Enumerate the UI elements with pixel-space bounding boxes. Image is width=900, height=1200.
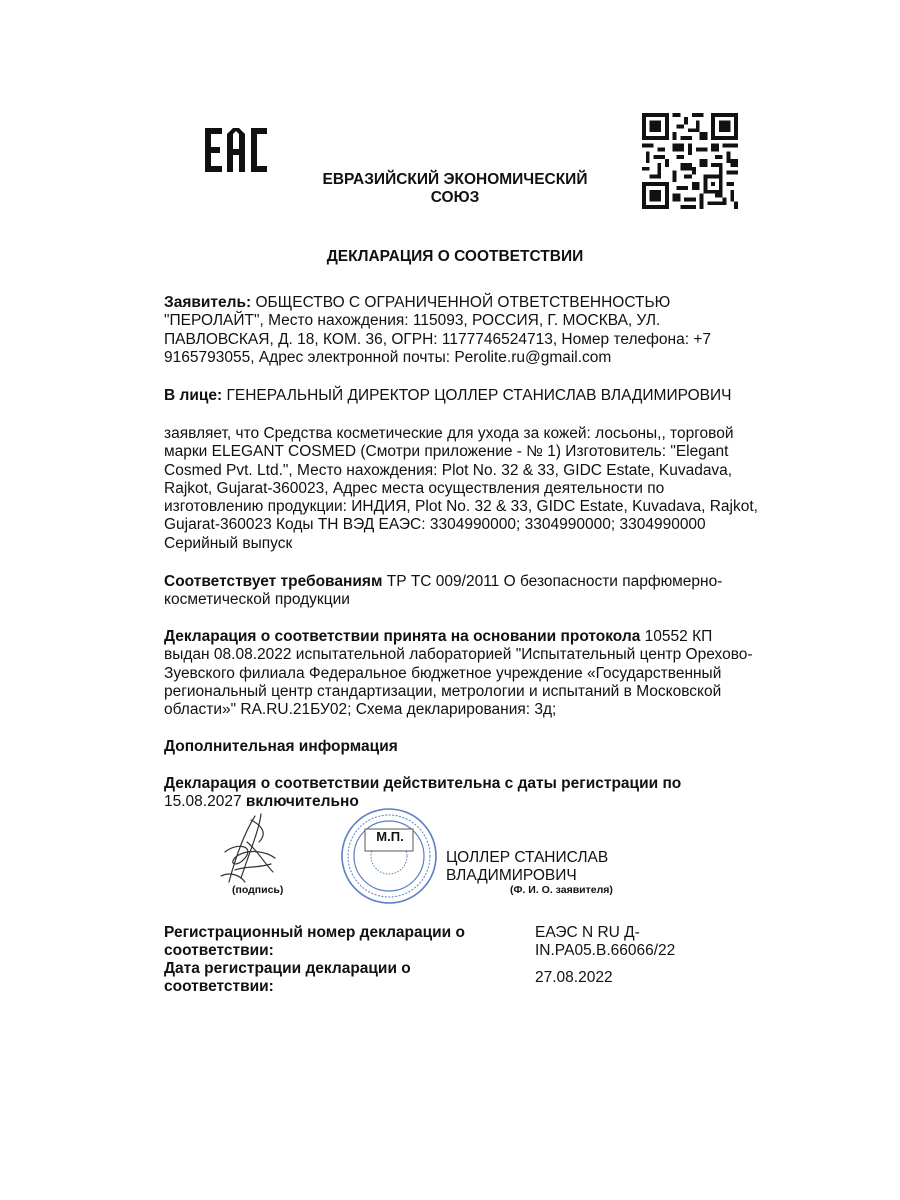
validity-suffix: включительно (241, 793, 359, 811)
person-text: ГЕНЕРАЛЬНЫЙ ДИРЕКТОР ЦОЛЛЕР СТАНИСЛАВ ВЛАДИМИРОВИЧ (222, 387, 732, 404)
applicant-text: ОБЩЕСТВО С ОГРАНИЧЕННОЙ ОТВЕТСТВЕННОСТЬЮ "ПЕРОЛАЙТ", Место нахождения: 115093, РОССИЯ, Г. МОСКВА, УЛ. ПАВЛОВСКАЯ, Д. 18, КОМ. 36, ОГРН: 1177746524713, Номер телефона: +7 9165793055, Адрес электронной почты: Perolite.ru@gmail.com (164, 294, 711, 366)
protocol-text: 10552 КП выдан 08.08.2022 испытательной лабораторией "Испытательный центр Орехово- Зуевского филиала Федеральное бюджетное учреждение «Государственный региональный центр стандартизации, метрологии и испытаний в Московской области»" RA.RU.21БУ02; Схема декларирования: 3д; (164, 628, 753, 719)
requirements-label: Соответствует требованиям (164, 573, 383, 590)
qr-code-icon (642, 113, 738, 209)
applicant-name-label: (Ф. И. О. заявителя) (510, 884, 613, 896)
registration-date-label: Дата регистрации декларации о соответствии: (164, 960, 411, 996)
stamp-label: М.П. (376, 829, 404, 844)
validity-date: 15.08.2027 (164, 793, 242, 811)
person-label: В лице: (164, 387, 223, 404)
registration-date-value: 27.08.2022 (535, 969, 613, 986)
additional-info-heading: Дополнительная информация (164, 738, 398, 755)
protocol-section (164, 628, 764, 719)
stamp-seal (340, 807, 438, 905)
validity-text: Декларация о соответствии действительна с даты регистрации по (164, 775, 682, 792)
applicant-section (164, 294, 764, 367)
person-section (164, 387, 764, 405)
applicant-name: ЦОЛЛЕР СТАНИСЛАВ ВЛАДИМИРОВИЧ (446, 849, 609, 884)
document-title: ДЕКЛАРАЦИЯ О СООТВЕТСТВИИ (326, 248, 584, 265)
signature-image (215, 812, 285, 888)
requirements-section (164, 573, 764, 610)
validity-section (164, 775, 764, 812)
registration-number-label: Регистрационный номер декларации о соответствии: (164, 924, 465, 960)
requirements-text: ТР ТС 009/2011 О безопасности парфюмерно- косметической продукции (164, 573, 723, 609)
protocol-label: Декларация о соответствии принята на основании протокола (164, 628, 641, 645)
union-title: ЕВРАЗИЙСКИЙ ЭКОНОМИЧЕСКИЙ СОЮЗ (322, 171, 588, 206)
declares-text: заявляет, что Средства косметические для ухода за кожей: лосьоны,, торговой марки ELEGANT COSMED (Смотри приложение - № 1) Изготовитель: "Elegant Cosmed Pvt. Ltd.", Место нахождения: Plot No. 32 & 33, GIDC Estate, Kuvadava, Rajkot, Gujarat-360023, Адрес места осуществления деятельности по изготовлению продукции: ИНДИЯ, Plot No. 32 & 33, GIDC Estate, Kuvadava, Rajkot, Gujarat-360023 Коды ТН ВЭД ЕАЭС: 3304990000; 3304990000; 3304990000 Серийный выпуск (164, 425, 758, 552)
signature-label: (подпись) (232, 884, 284, 896)
registration-number-value: ЕАЭС N RU Д- IN.РА05.В.66066/22 (535, 924, 676, 960)
eac-logo (203, 126, 269, 174)
applicant-label: Заявитель: (164, 294, 252, 311)
